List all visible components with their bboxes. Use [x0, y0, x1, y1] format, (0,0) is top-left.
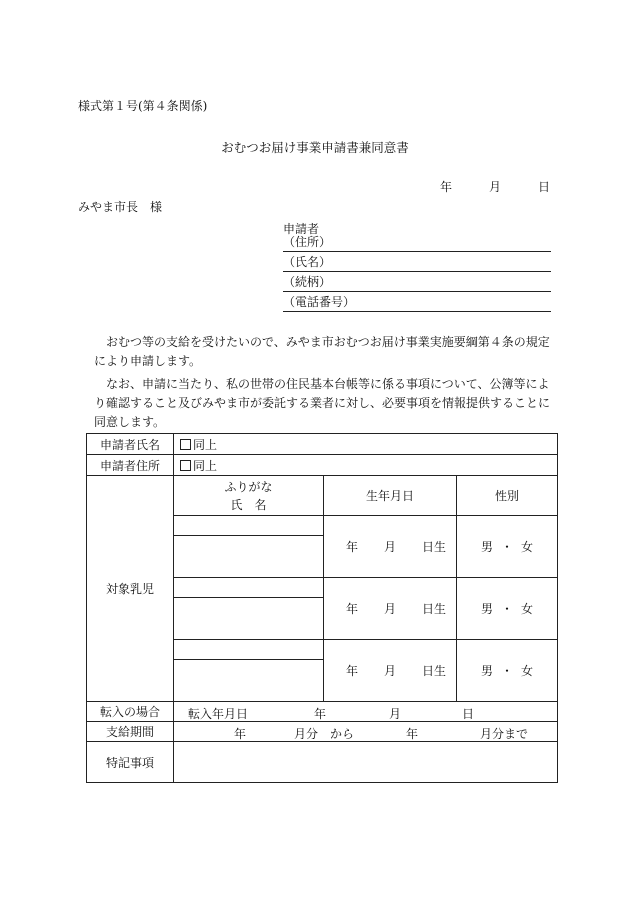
period-year-end: 年: [406, 726, 419, 741]
applicant-address-same-checkbox[interactable]: [174, 455, 558, 476]
applicant-address-field[interactable]: （住所）: [283, 234, 551, 252]
applicant-name-same-checkbox[interactable]: [174, 434, 558, 455]
dob-day: 日生: [421, 602, 446, 616]
target-infant-label: 対象乳児: [87, 476, 174, 702]
infant-dob-cell[interactable]: [324, 516, 457, 578]
sex-female[interactable]: 女: [520, 540, 533, 554]
applicant-name-field[interactable]: （氏名）: [283, 254, 551, 272]
sex-header: 性別: [457, 476, 558, 516]
sex-female[interactable]: 女: [520, 664, 533, 678]
period-year-start: 年: [234, 726, 247, 741]
infant-header-row: [87, 476, 558, 516]
transfer-label: 転入の場合: [87, 702, 174, 722]
application-paragraph: おむつ等の支給を受けたいので、みやま市おむつお届け事業実施要綱第４条の規定により申請します。: [94, 335, 550, 368]
application-table: [86, 433, 558, 783]
applicant-address-row: [87, 455, 558, 476]
sex-male[interactable]: 男: [480, 540, 493, 554]
dob-day: 日生: [421, 664, 446, 678]
sex-separator: ・: [500, 664, 513, 678]
date-year: 年: [440, 180, 453, 194]
addressee: みやま市長 様: [78, 200, 163, 214]
transfer-day: 日: [462, 706, 475, 721]
applicant-name-row: [87, 434, 558, 455]
consent-paragraph: なお、申請に当たり、私の世帯の住民基本台帳等に係る事項について、公簿等により確認すること及びみやま市が委託する業者に対し、必要事項を情報提供することに同意します。: [94, 377, 551, 429]
period-month-start: 月分: [294, 726, 319, 741]
sex-separator: ・: [500, 540, 513, 554]
notes-input[interactable]: [174, 742, 558, 783]
sex-female[interactable]: 女: [520, 602, 533, 616]
dob-year: 年: [346, 664, 359, 678]
period-month-end: 月分まで: [480, 726, 529, 741]
applicant-phone-field[interactable]: （電話番号）: [283, 294, 551, 312]
applicant-relationship-field[interactable]: （続柄）: [283, 274, 551, 292]
form-number: 様式第１号(第４条関係): [78, 99, 208, 113]
infant-sex-cell[interactable]: [457, 516, 558, 578]
sex-male[interactable]: 男: [480, 602, 493, 616]
checkbox-icon[interactable]: [180, 460, 191, 471]
same-as-above-text: 同上: [193, 437, 218, 452]
infant-name-input[interactable]: [174, 536, 324, 578]
dob-year: 年: [346, 540, 359, 554]
infant-sex-cell[interactable]: [457, 578, 558, 640]
infant-dob-cell[interactable]: [324, 640, 457, 702]
period-cell[interactable]: [174, 722, 558, 742]
sex-male[interactable]: 男: [480, 664, 493, 678]
transfer-date-label: 転入年月日: [188, 706, 249, 721]
period-row: [87, 722, 558, 742]
infant-furigana-input[interactable]: [174, 578, 324, 598]
sex-separator: ・: [500, 602, 513, 616]
infant-furigana-input[interactable]: [174, 640, 324, 660]
date-day: 日: [537, 180, 550, 194]
infant-furigana-input[interactable]: [174, 516, 324, 536]
notes-label: 特記事項: [87, 742, 174, 783]
applicant-name-label: 申請者氏名: [87, 434, 174, 455]
infant-name-input[interactable]: [174, 660, 324, 702]
furigana-name-header: [174, 476, 324, 516]
dob-month: 月: [383, 540, 396, 554]
same-as-above-text: 同上: [193, 458, 218, 473]
dob-day: 日生: [421, 540, 446, 554]
furigana-label: ふりがな: [224, 479, 273, 494]
dob-year: 年: [346, 602, 359, 616]
applicant-address-label: 申請者住所: [87, 455, 174, 476]
date-month: 月: [488, 180, 501, 194]
notes-row: [87, 742, 558, 783]
period-from: から: [330, 726, 355, 741]
name-label: 氏 名: [230, 497, 267, 512]
dob-month: 月: [383, 602, 396, 616]
date-line: [440, 178, 550, 195]
checkbox-icon[interactable]: [180, 439, 191, 450]
applicant-heading: 申請者: [283, 222, 320, 236]
period-label: 支給期間: [87, 722, 174, 742]
dob-month: 月: [383, 664, 396, 678]
transfer-year: 年: [314, 706, 327, 721]
transfer-month: 月: [389, 706, 402, 721]
infant-dob-cell[interactable]: [324, 578, 457, 640]
dob-header: 生年月日: [324, 476, 457, 516]
transfer-date-cell[interactable]: [174, 702, 558, 722]
infant-name-input[interactable]: [174, 598, 324, 640]
infant-sex-cell[interactable]: [457, 640, 558, 702]
transfer-row: [87, 702, 558, 722]
document-title: おむつお届け事業申請書兼同意書: [221, 140, 409, 155]
